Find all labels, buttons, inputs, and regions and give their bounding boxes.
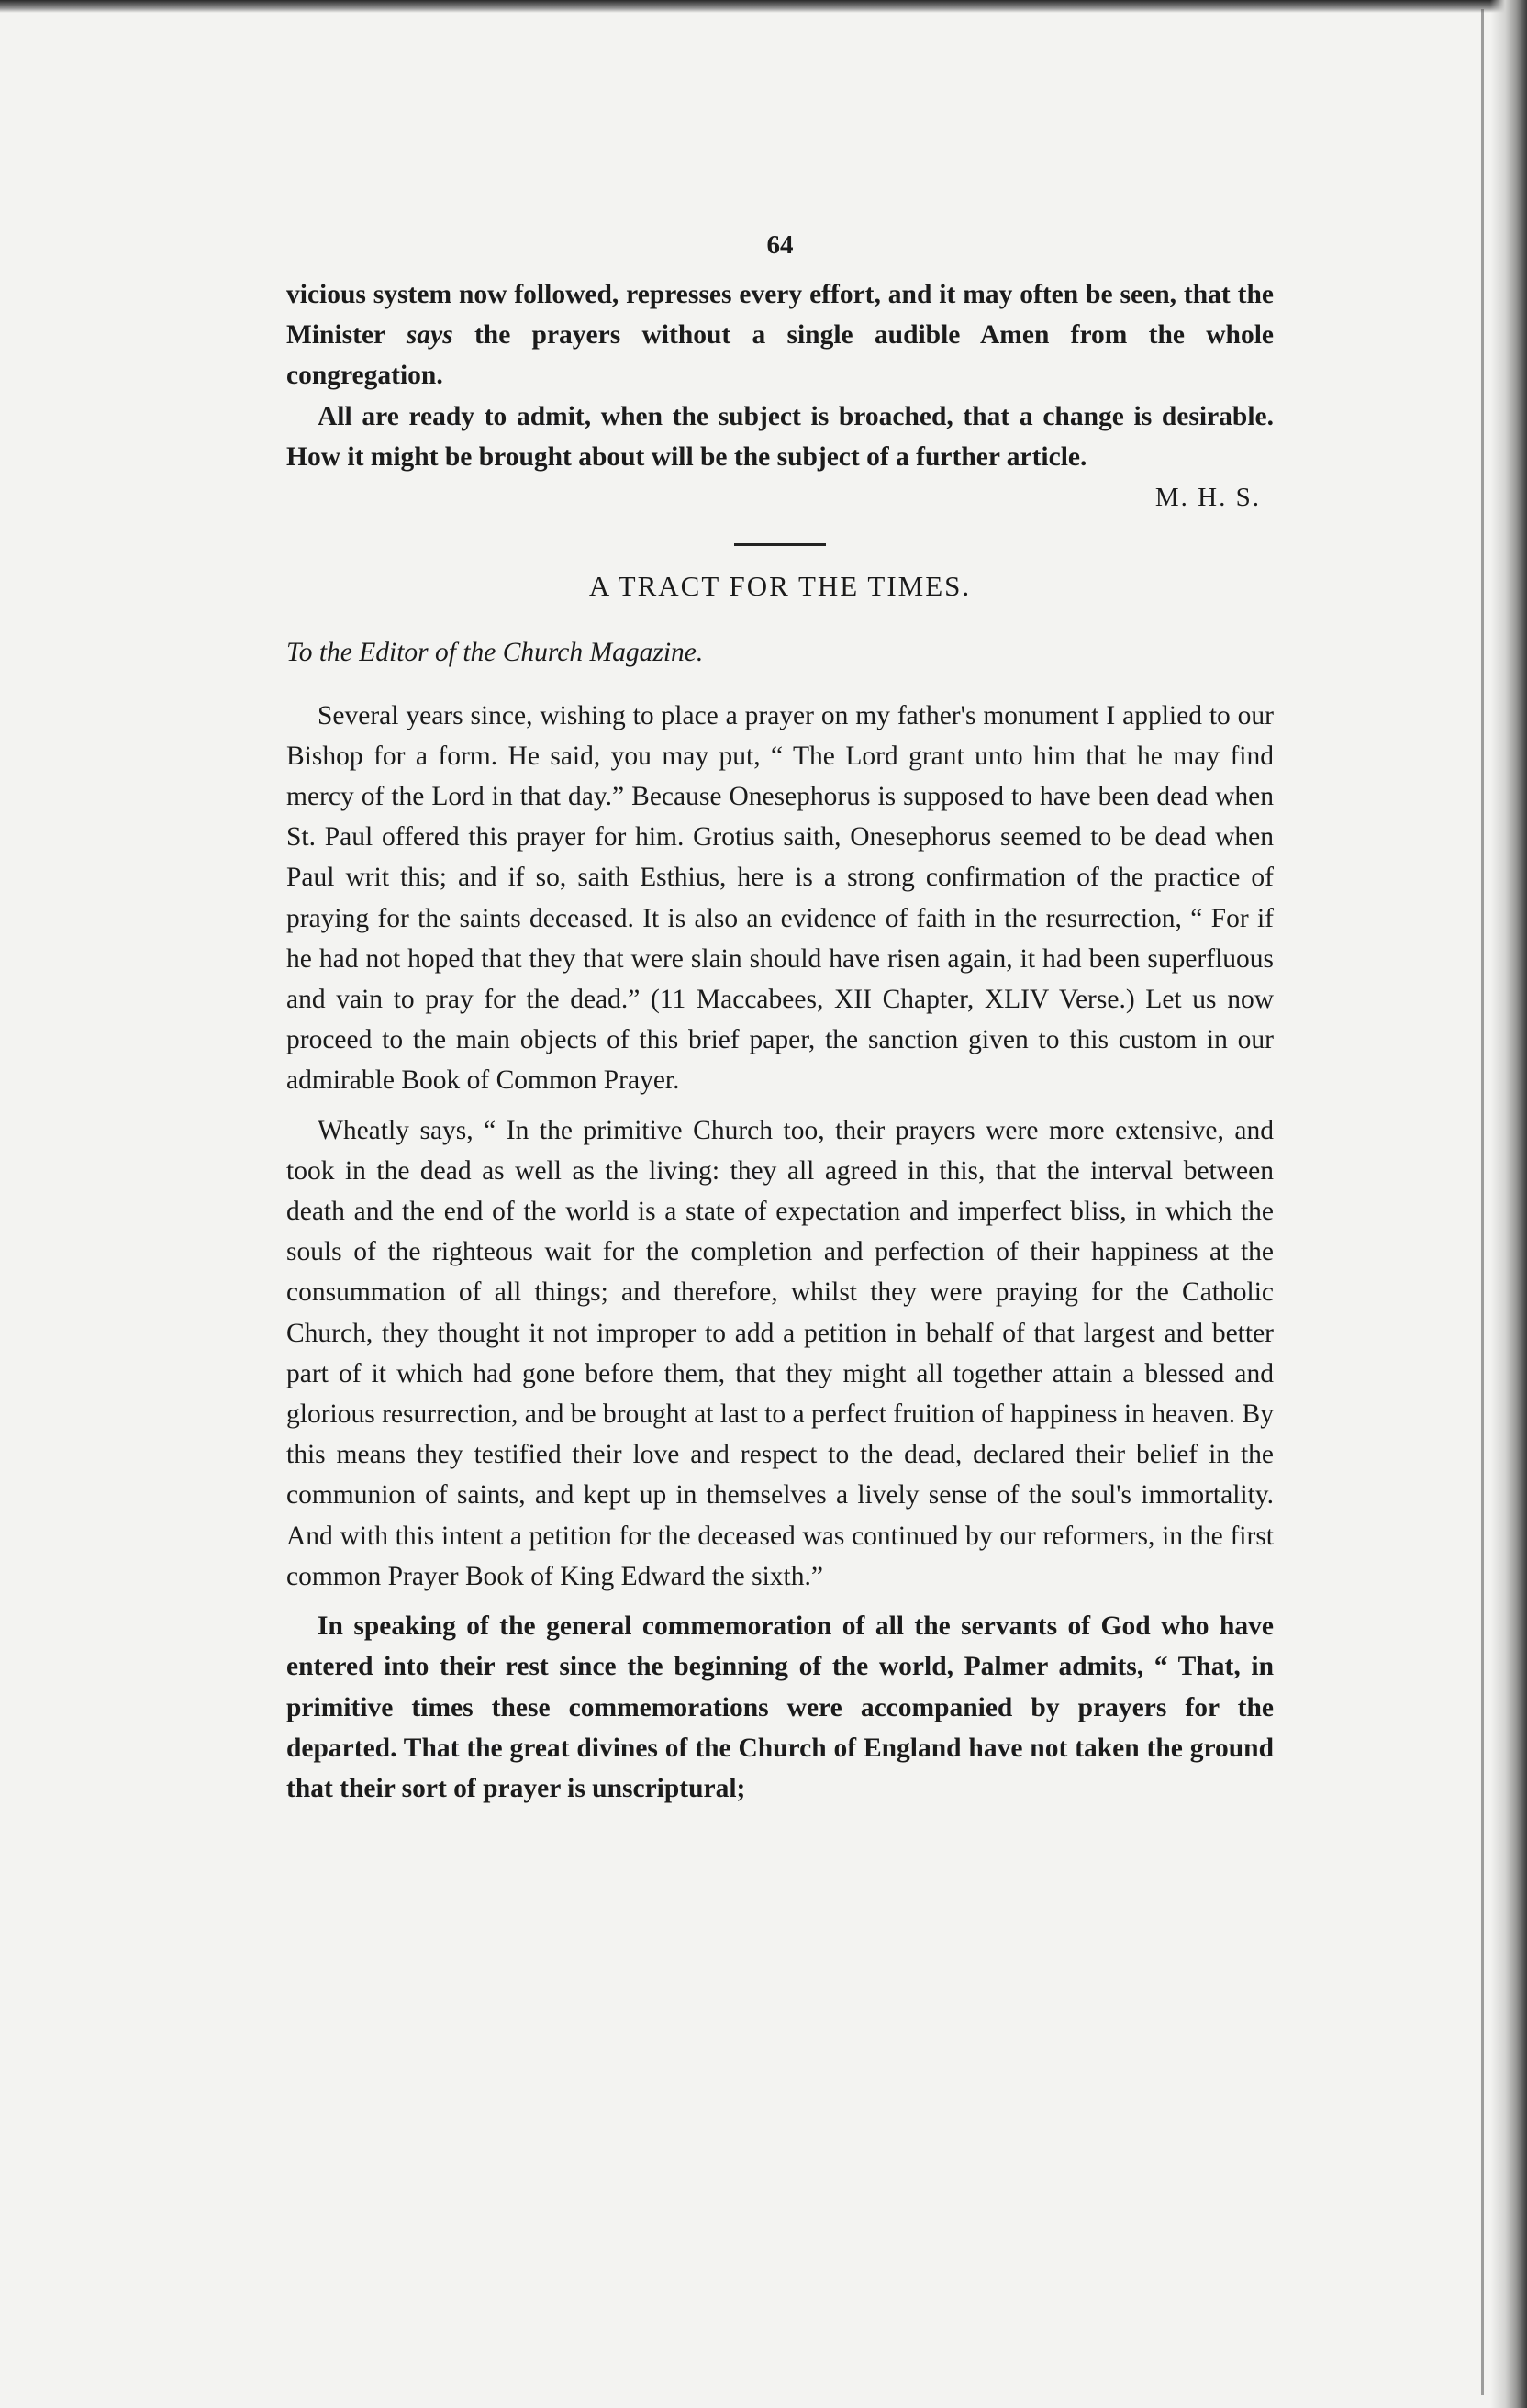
salutation: To the Editor of the Church Magazine. <box>286 638 704 668</box>
emphasis-says: says <box>406 320 453 351</box>
continuation-text-b: the prayers without a single audible Amen from the whole congregation. <box>286 320 1274 391</box>
article-title: A TRACT FOR THE TIMES. <box>588 570 972 603</box>
continuation-text-a: vicious system now followed, represses every effort, and it may often be seen, that the Minister <box>286 280 1274 351</box>
article-paragraph-3: In speaking of the general commemoration of all the servants of God who have entered into their rest since the beginning of the world, Palmer admits, “ That, in primitive times these commemorations were accompanied by prayers for the departed. That the great divines of the Church of England have not taken the ground that their sort of prayer is unscriptural; <box>286 1611 1274 1803</box>
author-signature: M. H. S. <box>1154 483 1261 513</box>
right-page-edge <box>1490 0 1527 2408</box>
closing-paragraph: All are ready to admit, when the subject is broached, that a change is desirable. How it might be brought about will be the subject of a further article. <box>286 401 1274 472</box>
continuation-paragraph <box>286 274 1274 396</box>
page-number: 64 <box>766 230 794 260</box>
top-binding-edge <box>0 0 1527 13</box>
right-margin-rule <box>1481 9 1484 2395</box>
section-divider <box>734 543 826 546</box>
page-body <box>286 225 1274 1809</box>
article-paragraph-2: Wheatly says, “ In the primitive Church too, their prayers were more extensive, and took in the dead as well as the living: they all agreed in this, that the interval between death and the end of the world is a state of expectation and imperfect bliss, in which the souls of the righteous wait for the completion and perfection of their happiness at the consummation of all things; and therefore, whilst they were praying for the Catholic Church, they thought it not improper to add a petition in behalf of that largest and better part of it which had gone before them, that they might all together attain a blessed and glorious resurrection, and be brought at last to a perfect fruition of happiness in heaven. By this means they testified their love and respect to the dead, declared their belief in the communion of saints, and kept up in themselves a lively sense of the soul's immortality. And with this intent a petition for the deceased was continued by our reformers, in the first common Prayer Book of King Edward the sixth.” <box>286 1115 1274 1591</box>
article-paragraph-1: Several years since, wishing to place a prayer on my father's monument I applied to our Bishop for a form. He said, you may put, “ The Lord grant unto him that he may find mercy of the Lord in that day.” Because Onesephorus is supposed to have been dead when St. Paul offered this prayer for him. Grotius saith, Onesephorus seemed to be dead when Paul writ this; and if so, saith Esthius, here is a strong confirmation of the practice of praying for the saints deceased. It is also an evidence of faith in the resurrection, “ For if he had not hoped that they that were slain should have risen again, it had been superfluous and vain to pray for the dead.” (11 Maccabees, XII Chapter, XLIV Verse.) Let us now proceed to the main objects of this brief paper, the sanction given to this custom in our admirable Book of Common Prayer. <box>286 700 1274 1096</box>
